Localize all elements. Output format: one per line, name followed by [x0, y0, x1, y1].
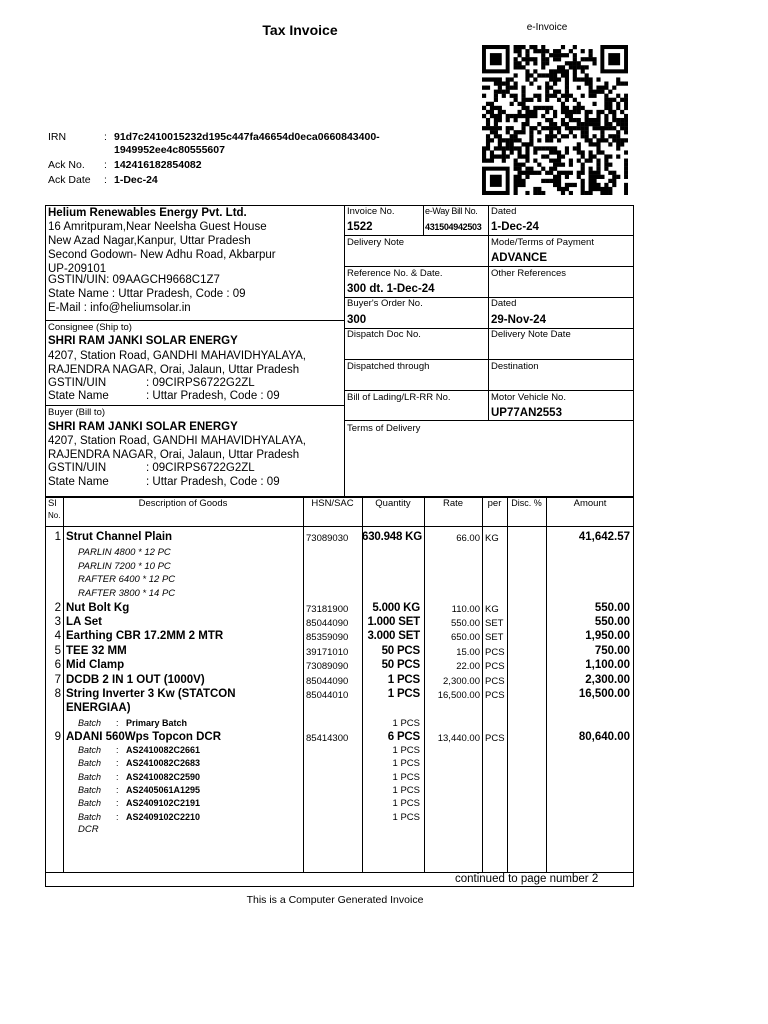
row-rate: 22.00: [456, 661, 480, 672]
batch-label: Batch: [78, 771, 102, 782]
row-hsn: 73089030: [306, 533, 349, 544]
row-sl-no: 2: [54, 602, 61, 614]
ack-date-value: 1-Dec-24: [114, 174, 158, 186]
row-description: TEE 32 MM: [66, 645, 127, 657]
row-quantity: 6 PCS: [387, 731, 420, 743]
divider: [488, 205, 489, 420]
footer-note: This is a Computer Generated Invoice: [246, 894, 424, 906]
row-note: RAFTER 6400 * 12 PC: [78, 574, 176, 585]
consignee-heading: Consignee (Ship to): [48, 322, 132, 333]
batch-value: AS2410082C2683: [126, 758, 201, 769]
delivery-note-label: Delivery Note: [347, 237, 405, 248]
buyer-state-label: State Name: [48, 476, 109, 488]
divider: [482, 497, 483, 872]
row-per: PCS: [485, 690, 505, 701]
irn-colon: :: [104, 131, 107, 143]
batch-label: Batch: [78, 798, 102, 809]
batch-value: AS2409102C2210: [126, 811, 201, 822]
row-quantity: 630.948 KG: [362, 531, 423, 543]
row-per: KG: [485, 604, 499, 615]
row-sl-no: 5: [54, 645, 61, 657]
batch-colon: :: [116, 811, 119, 822]
row-description: String Inverter 3 Kw (STATCON: [66, 688, 236, 700]
divider: [45, 320, 344, 321]
row-quantity: 1 PCS: [387, 688, 420, 700]
col-header-per: per: [487, 498, 502, 509]
buyer-gstin-label: GSTIN/UIN: [48, 462, 107, 474]
divider: [344, 205, 345, 496]
ack-date-label: Ack Date: [48, 174, 91, 186]
irn-value-line1: 91d7c2410015232d195c447fa46654d0eca0660843400-: [114, 131, 380, 143]
ack-no-label: Ack No.: [48, 159, 85, 171]
seller-address-line: 16 Amritpuram,Near Neelsha Guest House: [48, 221, 267, 233]
row-description: Nut Bolt Kg: [66, 602, 130, 614]
batch-colon: :: [116, 745, 119, 755]
row-per: SET: [485, 618, 504, 629]
divider: [344, 266, 634, 267]
row-rate: 2,300.00: [443, 676, 480, 687]
dated-label: Dated: [491, 206, 517, 217]
row-sl-no: 4: [54, 630, 61, 642]
dated-value: 1-Dec-24: [491, 221, 539, 233]
row-note: PARLIN 4800 * 12 PC: [78, 547, 171, 558]
batch-quantity: 1 PCS: [392, 811, 420, 823]
terms-of-delivery-label: Terms of Delivery: [347, 423, 421, 434]
batch-label: Batch: [78, 745, 102, 755]
batch-value: AS2410082C2590: [126, 771, 201, 782]
ack-no-colon: :: [104, 159, 107, 171]
batch-colon: :: [116, 771, 119, 782]
col-header-hsn: HSN/SAC: [311, 498, 354, 509]
row-rate: 650.00: [450, 632, 480, 643]
row-description: ADANI 560Wps Topcon DCR: [66, 731, 222, 743]
batch-colon: :: [116, 784, 119, 795]
row-description: LA Set: [66, 616, 102, 628]
row-sl-no: 6: [54, 659, 61, 671]
row-per: KG: [485, 533, 499, 544]
row-description: Mid Clamp: [66, 659, 125, 671]
row-sl-no: 1: [54, 531, 61, 543]
batch-quantity: 1 PCS: [392, 771, 420, 783]
col-header-quantity: Quantity: [375, 498, 411, 509]
batch-label: Batch: [78, 718, 102, 728]
divider: [344, 235, 634, 236]
batch-quantity: 1 PCS: [392, 784, 420, 796]
divider: [344, 390, 634, 391]
invoice-no-value: 1522: [347, 221, 373, 233]
row-rate: 16,500.00: [437, 690, 480, 701]
destination-label: Destination: [491, 361, 539, 372]
row-amount: 80,640.00: [578, 731, 630, 743]
batch-label: Batch: [78, 811, 102, 822]
row-note: PARLIN 7200 * 10 PC: [78, 560, 171, 572]
batch-quantity: 1 PCS: [392, 745, 420, 756]
row-amount: 550.00: [594, 602, 630, 614]
divider: [303, 497, 304, 872]
row-quantity: 5.000 KG: [372, 602, 420, 614]
einvoice-label: e-Invoice: [526, 22, 568, 33]
invoice-no-label: Invoice No.: [347, 206, 395, 217]
consignee-state-label: State Name: [48, 390, 109, 402]
row-amount: 1,950.00: [585, 630, 630, 642]
eway-bill-value: 431504942503: [425, 222, 482, 232]
seller-address-line: Second Godown- New Adhu Road, Akbarpur: [48, 249, 276, 261]
order-dated-label: Dated: [491, 298, 517, 309]
seller-name: Helium Renewables Energy Pvt. Ltd.: [48, 207, 247, 219]
delivery-note-date-label: Delivery Note Date: [491, 329, 571, 340]
row-rate: 66.00: [456, 533, 480, 544]
row-note: DCR: [78, 824, 99, 835]
consignee-gstin-label: GSTIN/UIN: [48, 377, 107, 389]
batch-quantity: 1 PCS: [392, 718, 420, 729]
batch-value: Primary Batch: [126, 718, 188, 728]
row-quantity: 1.000 SET: [367, 616, 420, 628]
motor-vehicle-value: UP77AN2553: [491, 407, 562, 419]
buyer-address-line: RAJENDRA NAGAR, Orai, Jalaun, Uttar Pradesh: [48, 449, 300, 461]
row-description: Earthing CBR 17.2MM 2 MTR: [66, 630, 224, 642]
order-dated-value: 29-Nov-24: [491, 314, 546, 326]
divider: [63, 497, 64, 872]
buyers-order-value: 300: [347, 314, 367, 326]
row-description-cont: ENERGIAA): [66, 702, 131, 714]
row-description: DCDB 2 IN 1 OUT (1000V): [66, 674, 205, 686]
col-header-rate: Rate: [442, 498, 464, 509]
row-rate: 15.00: [456, 647, 480, 658]
row-hsn: 73089090: [306, 661, 349, 672]
batch-value: AS2410082C2661: [126, 745, 201, 755]
batch-value: AS2405061A1295: [126, 784, 201, 795]
row-quantity: 1 PCS: [387, 674, 420, 686]
batch-quantity: 1 PCS: [392, 798, 420, 810]
dispatch-doc-label: Dispatch Doc No.: [347, 329, 421, 340]
divider: [344, 359, 634, 360]
seller-address-line: UP-209101: [48, 263, 107, 275]
irn-label: IRN: [48, 131, 67, 143]
consignee-address-line: RAJENDRA NAGAR, Orai, Jalaun, Uttar Pradesh: [48, 364, 300, 376]
seller-state: State Name : Uttar Pradesh, Code : 09: [48, 288, 246, 300]
divider: [507, 497, 508, 872]
motor-vehicle-label: Motor Vehicle No.: [491, 392, 566, 403]
divider: [45, 405, 344, 406]
buyer-address-line: 4207, Station Road, GANDHI MAHAVIDHYALAYA,: [48, 435, 307, 447]
row-hsn: 85414300: [306, 733, 349, 744]
buyer-state-value: : Uttar Pradesh, Code : 09: [146, 476, 280, 488]
consignee-state-value: : Uttar Pradesh, Code : 09: [146, 390, 280, 402]
reference-value: 300 dt. 1-Dec-24: [347, 283, 435, 295]
row-sl-no: 3: [54, 616, 61, 628]
row-amount: 41,642.57: [578, 531, 630, 543]
row-quantity: 50 PCS: [381, 659, 420, 671]
col-header-disc: Disc. %: [511, 498, 542, 508]
row-amount: 550.00: [594, 616, 630, 628]
ack-no-value: 142416182854082: [114, 159, 202, 171]
row-hsn: 85359090: [306, 632, 349, 643]
row-quantity: 50 PCS: [381, 645, 420, 657]
col-header-amount: Amount: [573, 498, 607, 509]
consignee-address-line: 4207, Station Road, GANDHI MAHAVIDHYALAYA,: [48, 350, 307, 362]
irn-value-line2: 1949952ee4c80555607: [114, 144, 225, 156]
batch-value: AS2409102C2191: [126, 798, 201, 809]
seller-gstin: GSTIN/UIN: 09AAGCH9668C1Z7: [48, 274, 220, 286]
buyers-order-label: Buyer's Order No.: [347, 298, 423, 309]
buyer-heading: Buyer (Bill to): [48, 407, 106, 418]
batch-colon: :: [116, 718, 119, 728]
row-per: PCS: [485, 676, 505, 687]
row-quantity: 3.000 SET: [367, 630, 420, 642]
dispatched-through-label: Dispatched through: [347, 361, 430, 372]
col-header-sl: Sl: [48, 498, 57, 509]
row-per: PCS: [485, 733, 505, 744]
row-sl-no: 8: [54, 688, 61, 700]
row-per: PCS: [485, 661, 505, 672]
row-sl-no: 7: [54, 674, 61, 686]
eway-bill-label: e-Way Bill No.: [425, 206, 478, 216]
bill-of-lading-label: Bill of Lading/LR-RR No.: [347, 392, 451, 403]
row-hsn: 85044010: [306, 690, 349, 701]
batch-label: Batch: [78, 784, 102, 795]
batch-colon: :: [116, 758, 119, 769]
row-rate: 550.00: [450, 618, 480, 629]
divider: [344, 420, 634, 421]
consignee-gstin-value: : 09CIRPS6722G2ZL: [146, 377, 255, 389]
row-per: PCS: [485, 647, 505, 658]
row-sl-no: 9: [54, 731, 61, 743]
mode-terms-label: Mode/Terms of Payment: [491, 237, 594, 248]
row-amount: 16,500.00: [578, 688, 630, 700]
consignee-name: SHRI RAM JANKI SOLAR ENERGY: [48, 335, 238, 347]
seller-email: E-Mail : info@heliumsolar.in: [48, 302, 191, 314]
row-note: RAFTER 3800 * 14 PC: [78, 587, 176, 599]
batch-label: Batch: [78, 758, 102, 769]
mode-terms-value: ADVANCE: [491, 252, 548, 264]
batch-colon: :: [116, 798, 119, 809]
row-amount: 2,300.00: [585, 674, 630, 686]
row-rate: 13,440.00: [437, 733, 480, 744]
invoice-title: Tax Invoice: [262, 22, 338, 38]
row-hsn: 73181900: [306, 604, 349, 615]
irn-block: [48, 131, 468, 191]
row-description: Strut Channel Plain: [66, 531, 173, 543]
seller-address-line: New Azad Nagar,Kanpur, Uttar Pradesh: [48, 235, 251, 247]
row-per: SET: [485, 632, 504, 643]
ack-date-colon: :: [104, 174, 107, 186]
row-hsn: 85044090: [306, 676, 349, 687]
row-amount: 1,100.00: [585, 659, 630, 671]
other-references-label: Other References: [491, 268, 566, 279]
reference-label: Reference No. & Date.: [347, 268, 443, 279]
buyer-gstin-value: : 09CIRPS6722G2ZL: [146, 462, 255, 474]
buyer-name: SHRI RAM JANKI SOLAR ENERGY: [48, 421, 238, 433]
row-hsn: 39171010: [306, 647, 349, 658]
row-amount: 750.00: [594, 645, 630, 657]
col-header-description: Description of Goods: [138, 498, 228, 509]
qr-code-icon: [482, 45, 628, 195]
divider: [423, 205, 424, 235]
col-header-sl-no: No.: [48, 511, 61, 520]
continued-text: continued to page number 2: [455, 873, 599, 885]
row-rate: 110.00: [451, 604, 480, 615]
batch-quantity: 1 PCS: [392, 758, 420, 770]
row-hsn: 85044090: [306, 618, 349, 629]
